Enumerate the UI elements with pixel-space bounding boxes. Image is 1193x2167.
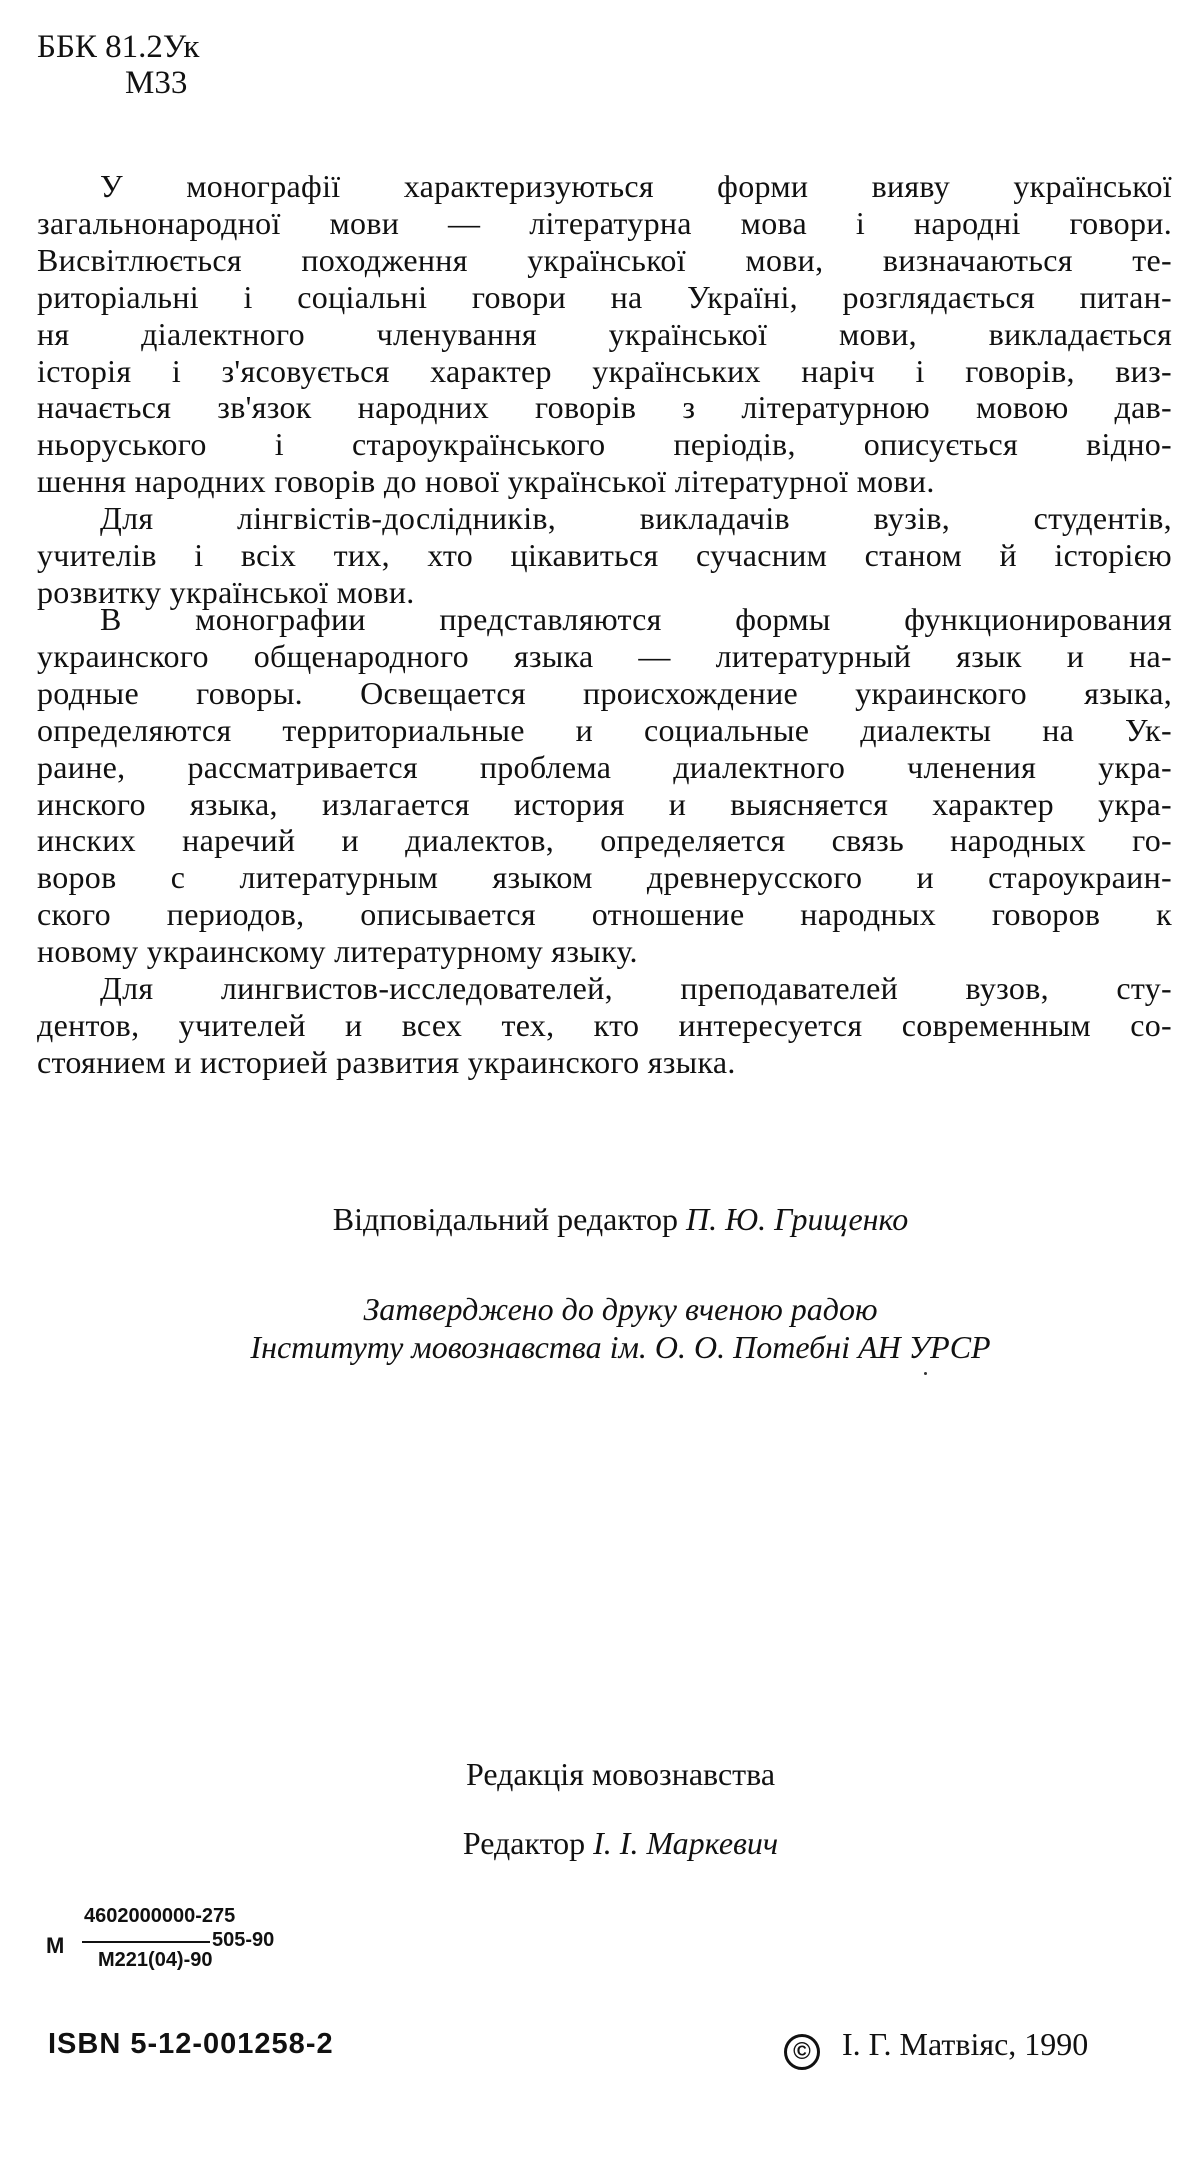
text-line: риторіальні і соціальні говори на Україні, розглядається питан-	[37, 278, 1172, 315]
copyright-text: І. Г. Матвіяс, 1990	[842, 2026, 1089, 2062]
fraction-bar	[82, 1941, 210, 1943]
text-line: шення народних говорів до нової української літературної мови.	[37, 463, 935, 500]
text-line: начається зв'язок народних говорів з літературною мовою дав-	[37, 389, 1172, 426]
editorial-office: Редакція мовознавства	[465, 1756, 776, 1792]
text-line: новому украинскому литературному языку.	[37, 933, 638, 970]
approval-line-2: Інституту мовознавства ім. О. О. Потебні АН УРСР	[250, 1329, 991, 1365]
copyright-icon: ©	[784, 2034, 820, 2070]
text-line: В монографии представляются формы функционирования	[100, 601, 1172, 637]
isbn: ISBN 5-12-001258-2	[48, 2028, 334, 2060]
text-line: загальнонародної мови — літературна мова і народні говори.	[37, 204, 1172, 241]
text-line: инских наречий и диалектов, определяется связь народных го-	[37, 822, 1172, 859]
text-line: определяются территориальные и социальные диалекты на Ук-	[37, 711, 1172, 748]
text-line: розвитку української мови.	[37, 573, 415, 610]
abstract-ukrainian	[37, 168, 1172, 611]
text-line: родные говоры. Освещается происхождение украинского языка,	[37, 674, 1172, 711]
text-line: стоянием и историей развития украинского языка.	[37, 1043, 736, 1080]
responsible-editor	[0, 1200, 1193, 1238]
text-line: ня діалектного членування української мови, викладається	[37, 315, 1172, 352]
editor-name: І. І. Маркевич	[593, 1825, 779, 1861]
text-line: воров с литературным языком древнерусского и староукраин-	[37, 859, 1172, 896]
publication-index	[46, 1905, 306, 1985]
text-line: Для лингвистов-исследователей, преподавателей вузов, сту-	[100, 970, 1172, 1007]
text-line: ского периодов, описывается отношение народных говоров к	[37, 896, 1172, 933]
text-line: Для лінгвістів-дослідників, викладачів вузів, студентів,	[100, 500, 1172, 537]
text-line: инского языка, излагается история и выясняется характер укра-	[37, 785, 1172, 822]
text-line: раине, рассматривается проблема диалектного членения укра-	[37, 748, 1172, 785]
text-line: ньоруського і староукраїнського періодів, описується відно-	[37, 426, 1172, 463]
responsible-editor-label: Відповідальний редактор	[332, 1201, 679, 1237]
text-line: історія і з'ясовується характер українських наріч і говорів, виз-	[37, 352, 1172, 389]
approval-line-1: Затверджено до друку вченою радою	[363, 1291, 878, 1327]
abstract-russian	[37, 601, 1172, 1081]
editor	[0, 1824, 1193, 1862]
text-line: дентов, учителей и всех тех, кто интересуется современным со-	[37, 1006, 1172, 1043]
text-line: украинского общенародного языка — литературный язык и на-	[37, 637, 1172, 674]
editor-label: Редактор	[462, 1825, 586, 1861]
text-line: Висвітлюється походження української мови, визначаються те-	[37, 241, 1172, 278]
text-line: учителів і всіх тих, хто цікавиться сучасним станом й історією	[37, 537, 1172, 574]
copyright	[784, 2026, 1184, 2070]
index-denominator: М221(04)-90	[98, 1949, 213, 1971]
index-prefix: М	[46, 1933, 65, 1958]
index-suffix: 505-90	[212, 1929, 275, 1951]
bbk-classification: ББК 81.2Ук	[37, 29, 200, 65]
text-line: У монографії характеризуються форми вияву української	[100, 168, 1172, 204]
author-code: М33	[125, 65, 188, 101]
responsible-editor-name: П. Ю. Грищенко	[686, 1201, 909, 1237]
index-numerator: 4602000000-275	[84, 1905, 236, 1927]
print-speck	[924, 1372, 927, 1375]
